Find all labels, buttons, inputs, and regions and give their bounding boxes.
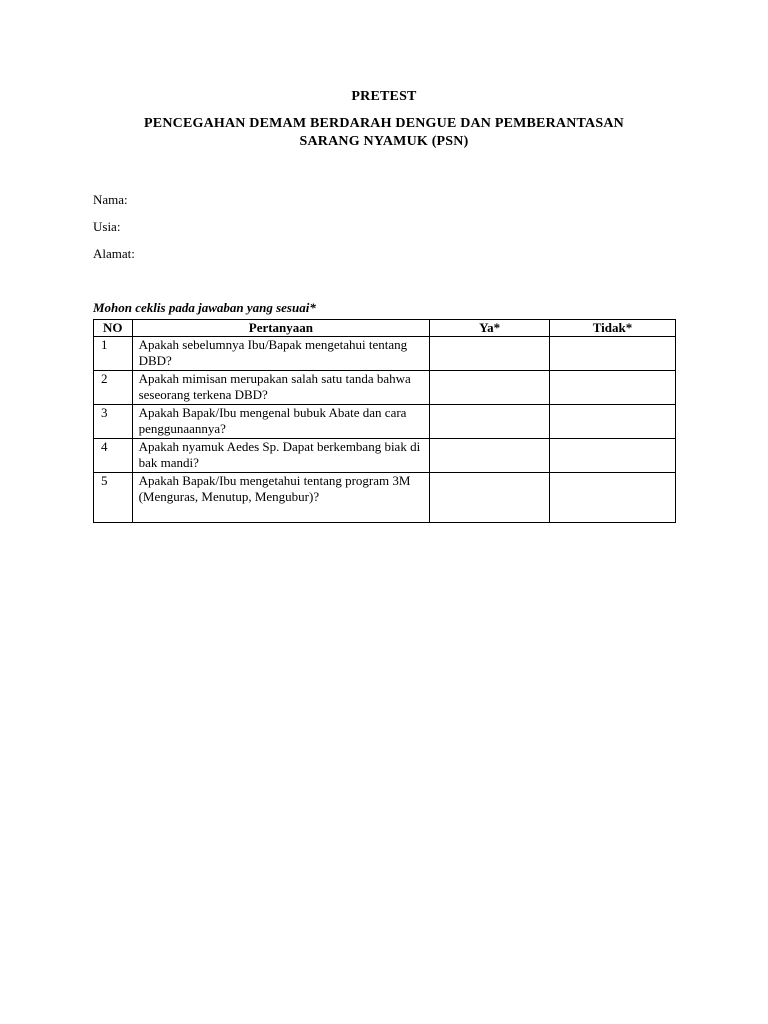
yes-checkbox-cell[interactable] [430,337,550,371]
row-number: 2 [94,371,133,405]
row-question: Apakah nyamuk Aedes Sp. Dapat berkembang biak di bak mandi? [132,439,430,473]
no-checkbox-cell[interactable] [550,473,676,523]
document-subtitle-line2: SARANG NYAMUK (PSN) [299,134,469,149]
row-number: 5 [94,473,133,523]
table-row [94,405,676,439]
no-checkbox-cell[interactable] [550,439,676,473]
header-question: Pertanyaan [132,320,430,337]
alamat-field-label: Alamat: [93,246,135,261]
table-header-row [94,320,676,337]
no-checkbox-cell[interactable] [550,337,676,371]
row-number: 4 [94,439,133,473]
row-question: Apakah mimisan merupakan salah satu tanda bahwa seseorang terkena DBD? [132,371,430,405]
yes-checkbox-cell[interactable] [430,405,550,439]
nama-field-label: Nama: [93,192,128,207]
yes-checkbox-cell[interactable] [430,371,550,405]
row-question: Apakah Bapak/Ibu mengetahui tentang program 3M (Menguras, Menutup, Mengubur)? [132,473,430,523]
table-row [94,371,676,405]
document-subtitle-line1: PENCEGAHAN DEMAM BERDARAH DENGUE DAN PEMBERANTASAN [144,116,624,131]
no-checkbox-cell[interactable] [550,405,676,439]
row-question: Apakah Bapak/Ibu mengenal bubuk Abate dan cara penggunaannya? [132,405,430,439]
document-title: PRETEST [351,89,417,104]
questionnaire-table [93,319,676,523]
row-number: 1 [94,337,133,371]
header-no-answer: Tidak* [550,320,676,337]
no-checkbox-cell[interactable] [550,371,676,405]
table-row [94,473,676,523]
yes-checkbox-cell[interactable] [430,439,550,473]
yes-checkbox-cell[interactable] [430,473,550,523]
usia-field-label: Usia: [93,219,121,234]
header-no: NO [94,320,133,337]
table-row [94,439,676,473]
instruction-text: Mohon ceklis pada jawaban yang sesuai* [93,300,316,315]
row-question: Apakah sebelumnya Ibu/Bapak mengetahui tentang DBD? [132,337,430,371]
row-number: 3 [94,405,133,439]
table-row [94,337,676,371]
header-yes: Ya* [430,320,550,337]
